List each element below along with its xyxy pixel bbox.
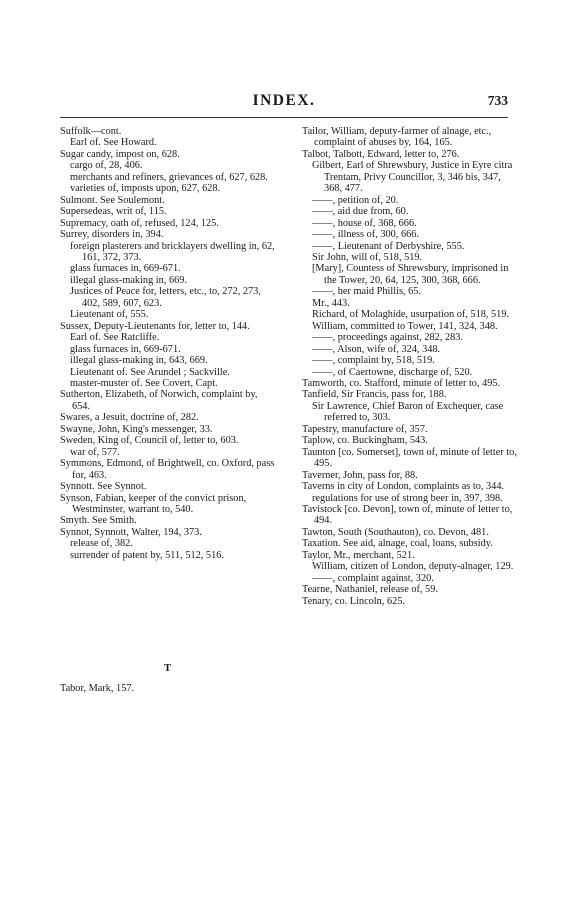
index-subentry: merchants and refiners, grievances of, 627, 628.	[70, 171, 268, 183]
index-entry: Taplow, co. Buckingham, 543.	[302, 435, 428, 447]
index-subentry: William, committed to Tower, 141, 324, 348.	[312, 320, 498, 332]
index-subentry: master-muster of. See Covert, Capt.	[70, 377, 218, 389]
index-subentry: Lieutenant of. See Arundel ; Sackville.	[70, 366, 230, 378]
index-entry: Swares, a Jesuit, doctrine of, 282.	[60, 412, 199, 424]
page-title: INDEX.	[252, 92, 316, 109]
index-subentry: surrender of patent by, 511, 512, 516.	[70, 549, 224, 561]
left-entries	[60, 126, 275, 561]
index-entry: Tabor, Mark, 157.	[60, 682, 135, 694]
index-subentry: foreign plasterers and bricklayers dwelling in, 62, 161, 372, 373.	[70, 240, 275, 263]
index-entry: Tenary, co. Lincoln, 625.	[302, 595, 405, 607]
index-subentry: Gilbert, Earl of Shrewsbury, Justice in Eyre citra Trentam, Privy Councillor, 3, 346 bis, 347, 368, 477.	[312, 160, 513, 195]
index-entry: Tapestry, manufacture of, 357.	[302, 423, 428, 435]
index-entry: Tailor, William, deputy-farmer of alnage, etc., complaint of abuses by, 164, 165.	[302, 126, 492, 149]
index-entry: Synson, Fabian, keeper of the convict prison, Westminster, warrant to, 540.	[60, 492, 247, 515]
index-subentry: Sir John, will of, 518, 519.	[312, 251, 423, 263]
index-subentry: release of, 382.	[70, 538, 133, 550]
index-entry: Sugar candy, impost on, 628.	[60, 148, 180, 160]
index-entry: Taunton [co. Somerset], town of, minute of letter to, 495.	[302, 446, 517, 470]
left-tail-entries	[60, 683, 275, 694]
index-subentry: illegal glass-making in, 643, 669.	[70, 355, 208, 367]
right-entries	[302, 126, 517, 607]
index-subentry: glass furnaces in, 669-671.	[70, 263, 181, 275]
index-subentry: ——, her maid Phillis, 65.	[312, 286, 421, 298]
index-entry: Synnot, Synnott, Walter, 194, 373.	[60, 526, 202, 538]
index-subentry: illegal glass-making in, 669.	[70, 274, 187, 286]
index-entry: Sulmont. See Soulemont.	[60, 194, 165, 206]
index-entry: Suffolk—cont.	[60, 126, 122, 137]
index-subentry: ——, proceedings against, 282, 283.	[312, 332, 463, 344]
index-entry: Swayne, John, King's messenger, 33.	[60, 423, 213, 435]
column-gap	[60, 561, 275, 653]
index-subentry: Sir Lawrence, Chief Baron of Exchequer, case referred to, 303.	[312, 400, 504, 424]
index-entry: Sweden, King of, Council of, letter to, 603.	[60, 435, 239, 447]
index-subentry: Earl of. See Howard.	[70, 137, 157, 149]
index-entry: Taxation. See aid, alnage, coal, loans, subsidy.	[302, 538, 493, 550]
index-subentry: Earl of. See Ratcliffe.	[70, 332, 160, 344]
page-number: 733	[487, 93, 508, 108]
header-rule	[60, 117, 508, 118]
index-subentry: Lieutenant of, 555.	[70, 309, 149, 321]
index-entry: Tawton, South (Southauton), co. Devon, 481.	[302, 526, 489, 538]
index-entry: Tavistock [co. Devon], town of, minute of letter to, 494.	[302, 503, 513, 527]
index-entry: Synnott. See Synnot.	[60, 481, 147, 493]
index-subentry: ——, complaint against, 320.	[312, 572, 434, 584]
index-subentry: William, citizen of London, deputy-alnager, 129.	[312, 561, 514, 573]
index-entry: Taverns in city of London, complaints as to, 344.	[302, 481, 505, 493]
index-subentry: ——, Alson, wife of, 324, 348.	[312, 343, 441, 355]
index-subentry: Justices of Peace for, letters, etc., to, 272, 273, 402, 589, 607, 623.	[70, 286, 261, 309]
index-entry: Tamworth, co. Stafford, minute of letter to, 495.	[302, 377, 501, 389]
index-entry: Symmons, Edmond, of Brightwell, co. Oxford, pass for, 463.	[60, 458, 275, 481]
index-subentry: ——, house of, 368, 666.	[312, 217, 417, 229]
index-subentry: Mr., 443.	[312, 297, 350, 309]
index-entry: Tanfield, Sir Francis, pass for, 188.	[302, 389, 447, 401]
index-subentry: varieties of, imposts upon, 627, 628.	[70, 183, 221, 195]
index-subentry: ——, complaint by, 518, 519.	[312, 355, 435, 367]
index-entry: Taylor, Mr., merchant, 521.	[302, 549, 415, 561]
index-entry: Sussex, Deputy-Lieutenants for, letter to, 144.	[60, 320, 250, 332]
right-column	[302, 126, 517, 607]
section-letter: T	[163, 662, 172, 675]
index-subentry: ——, petition of, 20.	[312, 194, 399, 206]
index-subentry: ——, illness of, 300, 666.	[312, 229, 419, 241]
index-subentry: [Mary], Countess of Shrewsbury, imprisoned in the Tower, 20, 64, 125, 300, 368, 666.	[312, 263, 509, 286]
index-subentry: glass furnaces in, 669-671.	[70, 343, 181, 355]
index-subentry: cargo of, 28, 406.	[70, 160, 143, 172]
page-header	[60, 92, 508, 116]
index-entry: Supremacy, oath of, refused, 124, 125.	[60, 217, 219, 229]
index-subentry: ——, Lieutenant of Derbyshire, 555.	[312, 240, 465, 252]
index-entry: Talbot, Talbott, Edward, letter to, 276.	[302, 148, 460, 160]
index-entry: Sutherton, Elizabeth, of Norwich, complaint by, 654.	[60, 389, 258, 412]
index-entry: Surrey, disorders in, 394.	[60, 229, 164, 241]
index-subentry: ——, aid due from, 60.	[312, 206, 409, 218]
left-column	[60, 126, 275, 694]
index-entry: Supersedeas, writ of, 115.	[60, 206, 167, 218]
index-subentry: ——, of Caertowne, discharge of, 520.	[312, 366, 473, 378]
index-entry: Smyth. See Smith.	[60, 515, 137, 527]
index-subentry: Richard, of Molaghide, usurpation of, 518, 519.	[312, 309, 510, 321]
index-subentry: war of, 577.	[70, 446, 120, 458]
index-entry: Taverner, John, pass for, 88.	[302, 469, 418, 481]
index-subentry: regulations for use of strong beer in, 397, 398.	[312, 492, 503, 504]
index-entry: Tearne, Nathaniel, release of, 59.	[302, 584, 438, 596]
